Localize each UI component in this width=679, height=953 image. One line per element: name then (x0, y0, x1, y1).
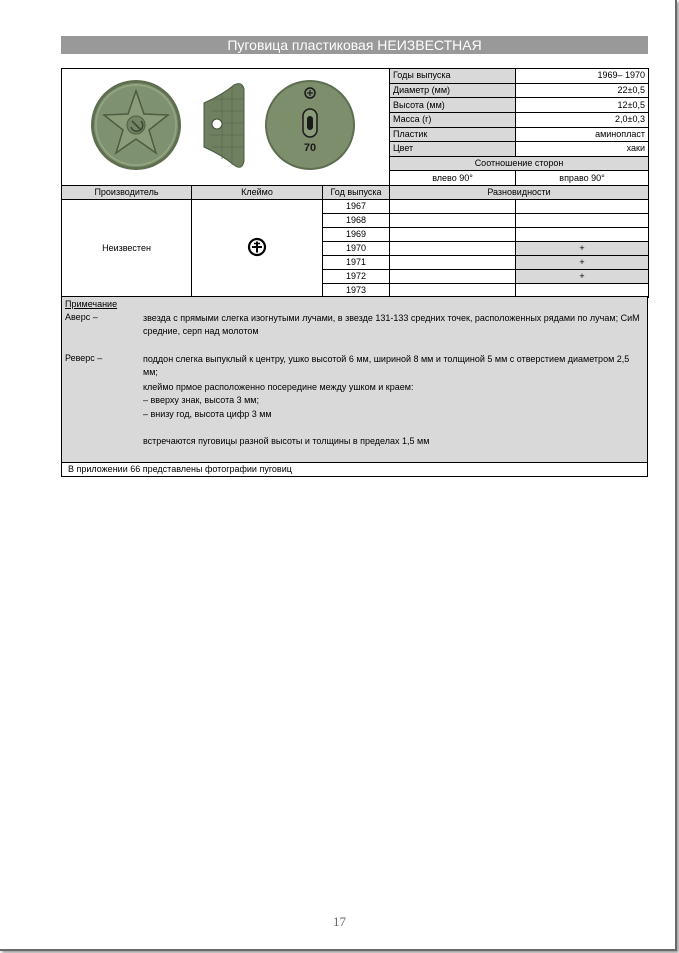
variant-cell (516, 200, 649, 214)
maker-mark-icon (247, 237, 267, 257)
spec-label: Диаметр (мм) (390, 83, 516, 98)
button-photos (62, 69, 389, 181)
variant-cell (516, 228, 649, 242)
variant-cell (390, 242, 516, 256)
year-cell: 1971 (323, 256, 390, 270)
side-image (204, 84, 244, 168)
avers-label: Аверс – (65, 312, 98, 322)
variant-cell (390, 200, 516, 214)
year-cell: 1970 (323, 242, 390, 256)
col-variants: Разновидности (390, 186, 649, 200)
note-heading: Примечание (65, 299, 118, 309)
spec-label: Цвет (390, 142, 516, 157)
revers-line: – вверху знак, высота 3 мм; (143, 395, 259, 405)
spec-label: Высота (мм) (390, 98, 516, 113)
revers-image (265, 80, 355, 170)
revers-line: клеймо прмое расположенно посередине между ушком и краем: (143, 382, 414, 392)
ratio-right: вправо 90° (516, 171, 649, 186)
page-title: Пуговица пластиковая НЕИЗВЕСТНАЯ (61, 36, 648, 54)
avers-text: звезда с прямыми слегка изогнутыми лучами, в звезде 131-133 средних точек, расположенных рядами по лучам; СиМ средние, серп над молотом (143, 313, 640, 336)
shank-hole (212, 119, 222, 129)
ratio-left: влево 90° (390, 171, 516, 186)
year-cell: 1973 (323, 284, 390, 298)
mark-cell (192, 200, 323, 298)
ratio-header: Соотношение сторон (390, 156, 649, 171)
variant-cell (390, 256, 516, 270)
spec-value: аминопласт (516, 127, 649, 142)
year-cell: 1967 (323, 200, 390, 214)
variant-cell (390, 214, 516, 228)
spec-label: Годы выпуска (390, 69, 516, 84)
variant-cell: + (516, 270, 649, 284)
spec-value: 22±0,5 (516, 83, 649, 98)
spec-value: 2,0±0,3 (516, 112, 649, 127)
appendix-note (61, 462, 648, 477)
spec-label: Пластик (390, 127, 516, 142)
spec-value: 12±0,5 (516, 98, 649, 113)
variant-cell (516, 214, 649, 228)
revers-line: – внизу год, высота цифр 3 мм (143, 409, 272, 419)
spec-value: 1969– 1970 (516, 69, 649, 84)
revers-line: поддон слегка выпуклый к центру, ушко высотой 6 мм, шириной 8 мм и толщиной 5 мм с отверстием диаметром 2,5 мм; (143, 354, 630, 377)
col-maker: Производитель (62, 186, 192, 200)
avers-image (91, 80, 181, 170)
year-cell: 1969 (323, 228, 390, 242)
variant-cell (390, 228, 516, 242)
year-mark: 70 (303, 142, 317, 154)
button-images-cell (62, 69, 390, 186)
spec-value: хаки (516, 142, 649, 157)
maker-cell: Неизвестен (62, 200, 192, 298)
variant-cell: + (516, 256, 649, 270)
spec-label: Масса (г) (390, 112, 516, 127)
variant-cell: + (516, 242, 649, 256)
extra-note: встречаются пуговицы разной высоты и толщины в пределах 1,5 мм (143, 436, 430, 446)
col-mark: Клеймо (192, 186, 323, 200)
appendix-text: В приложении 66 представлены фотографии пуговиц (68, 464, 292, 474)
note-section (61, 296, 648, 464)
year-cell: 1972 (323, 270, 390, 284)
col-year: Год выпуска (323, 186, 390, 200)
variant-cell (390, 270, 516, 284)
year-cell: 1968 (323, 214, 390, 228)
spec-table (61, 68, 649, 298)
revers-label: Реверс – (65, 353, 103, 363)
page-number: 17 (333, 914, 346, 929)
